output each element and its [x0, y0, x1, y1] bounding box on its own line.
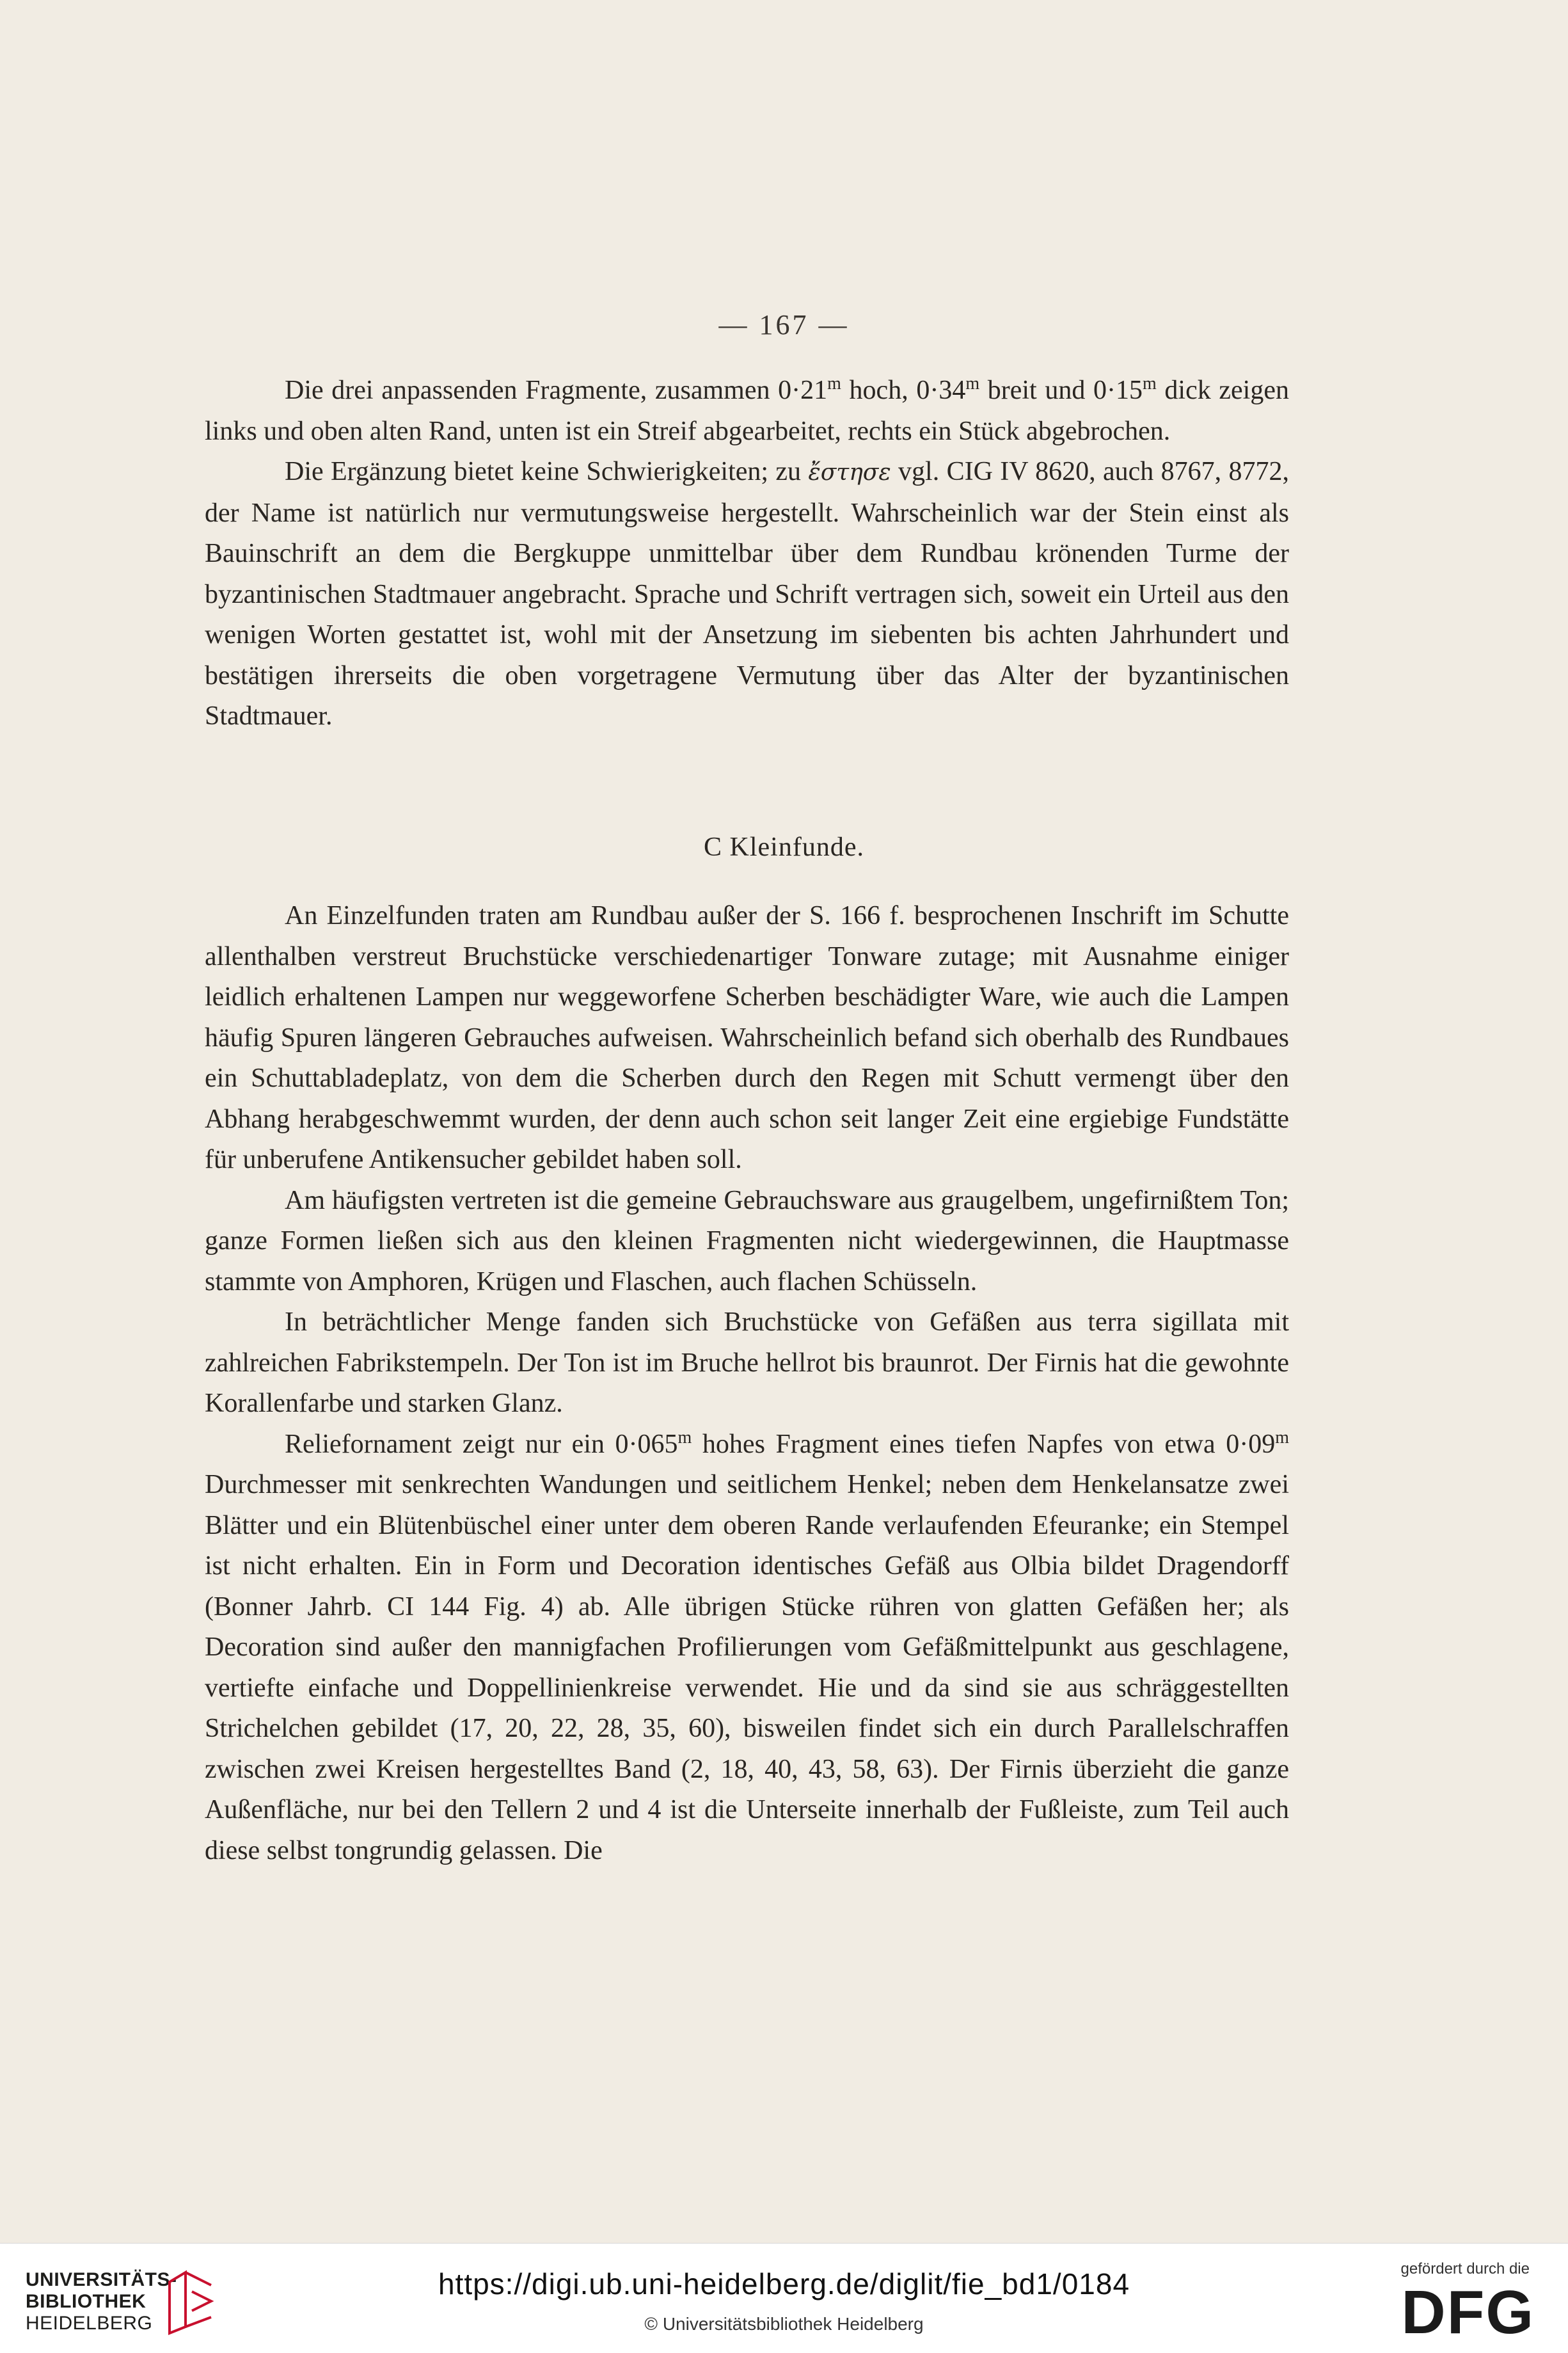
text-block-upper	[205, 371, 1289, 737]
permalink-url[interactable]: https://digi.ub.uni-heidelberg.de/diglit/fie_bd1/0184	[438, 2267, 1130, 2301]
footer-bar	[0, 2243, 1568, 2353]
paragraph-einzelfunden: An Einzelfunden traten am Rundbau außer der S. 166 f. besprochenen Inschrift im Schutte allenthalben verstreut Bruchstücke verschiedenartiger Tonware zutage; mit Ausnahme einiger leidlich erhaltenen Lampen nur weggeworfene Scherben beschädigter Ware, wie auch die Lampen häufig Spuren längeren Gebrauches aufweisen. Wahrscheinlich befand sich oberhalb des Rundbaues ein Schuttabladeplatz, von dem die Scherben durch den Regen mit Schutt vermengt über den Abhang herabgeschwemmt wurden, der denn auch schon seit langer Zeit eine ergiebige Fundstätte für unberufene Antikensucher gebildet haben soll.	[205, 901, 1289, 1174]
paragraph-terra-sigillata: In beträchtlicher Menge fanden sich Bruchstücke von Gefäßen aus terra sigillata mit zahlreichen Fabrikstempeln. Der Ton ist im Bruche hellrot bis braunrot. Der Firnis hat die gewohnte Korallenfarbe und starken Glanz.	[205, 1307, 1289, 1418]
page-number: — 167 —	[718, 309, 850, 340]
dfg-caption: gefördert durch die	[1400, 2260, 1530, 2277]
text-run: Durchmesser mit senkrechten Wandungen und seitlichem Henkel; neben dem Henkelansatze zwei Blätter und ein Blütenbüschel einer unter dem oberen Rande verlaufenden Efeuranke; ein Stempel ist nicht erhalten. Ein in Form und Decoration identisches Gefäß aus Olbia bildet Dragendorff (Bonner Jahrb. CI 144 Fig. 4) ab. Alle übrigen Stücke rühren von glatten Gefäßen her; als Decoration sind außer den mannigfachen Profilierungen vom Gefäßmittelpunkt aus geschlagene, vertiefte einfache und Doppellinienkreise verwendet. Hie und da sind sie aus schräggestellten Strichelchen gebildet (17, 20, 22, 28, 35, 60), bisweilen findet sich ein durch Parallelschraffen zwischen zwei Kreisen hergestelltes Band (2, 18, 40, 43, 58, 63). Der Firnis überzieht die ganze Außenfläche, nur bei den Tellern 2 und 4 ist die Unterseite innerhalb der Fußleiste, zum Teil auch diese selbst tongrundig gelassen. Die	[205, 1470, 1289, 1865]
text-run: dick zeigen links und oben alten Rand, unten ist ein Streif abgearbeitet, rechts ein Stück abgebrochen.	[205, 376, 1289, 446]
text-block-lower	[205, 896, 1289, 1871]
text-run: Die drei anpassenden Fragmente, zusammen 0·21	[285, 376, 828, 405]
text-run: hohes Fragment eines tiefen Napfes von etwa 0·09	[692, 1429, 1276, 1459]
ub-line-1: UNIVERSITÄTS-	[26, 2269, 177, 2290]
superscript-m: m	[1275, 1427, 1289, 1448]
text-run: vgl. CIG IV 8620, auch 8767, 8772, der Name ist natürlich nur vermutungsweise hergestellt. Wahrscheinlich war der Stein einst als Bauinschrift an dem die Bergkuppe unmittelbar über dem Rundbau krönenden Turme der byzantinischen Stadtmauer angebracht. Sprache und Schrift vertragen sich, soweit ein Urteil aus den wenigen Worten gestattet ist, wohl mit der Ansetzung im siebenten bis achten Jahrhundert und bestätigen ihrerseits die oben vorgetragene Vermutung über das Alter der byzantinischen Stadtmauer.	[205, 457, 1290, 731]
superscript-m: m	[965, 374, 980, 394]
superscript-m: m	[827, 374, 841, 394]
text-run: Reliefornament zeigt nur ein 0·065	[285, 1429, 678, 1459]
ub-line-2: BIBLIOTHEK	[26, 2291, 147, 2312]
text-run: breit und 0·15	[979, 376, 1143, 405]
superscript-m: m	[677, 1427, 692, 1448]
text-run: hoch, 0·34	[841, 376, 966, 405]
dfg-logo[interactable]: DFG	[1401, 2278, 1535, 2347]
paragraph-fragments	[205, 371, 1289, 452]
paragraph-reliefornament	[205, 1424, 1289, 1872]
ub-line-3: HEIDELBERG	[26, 2313, 153, 2334]
paragraph-ergaenzung	[205, 452, 1289, 737]
text-run: Die Ergänzung bietet keine Schwierigkeiten; zu	[285, 457, 809, 486]
greek-word: ἔστησε	[808, 459, 891, 486]
copyright-notice: © Universitätsbibliothek Heidelberg	[644, 2314, 924, 2334]
paragraph-gebrauchsware: Am häufigsten vertreten ist die gemeine Gebrauchsware aus graugelbem, ungefirnißtem Ton; ganze Formen ließen sich aus den kleinen Fragmenten nicht wiedergewinnen, die Hauptmasse stammte von Amphoren, Krügen und Flaschen, auch flachen Schüsseln.	[205, 1185, 1289, 1296]
section-heading: C Kleinfunde.	[704, 833, 864, 862]
superscript-m: m	[1143, 374, 1157, 394]
